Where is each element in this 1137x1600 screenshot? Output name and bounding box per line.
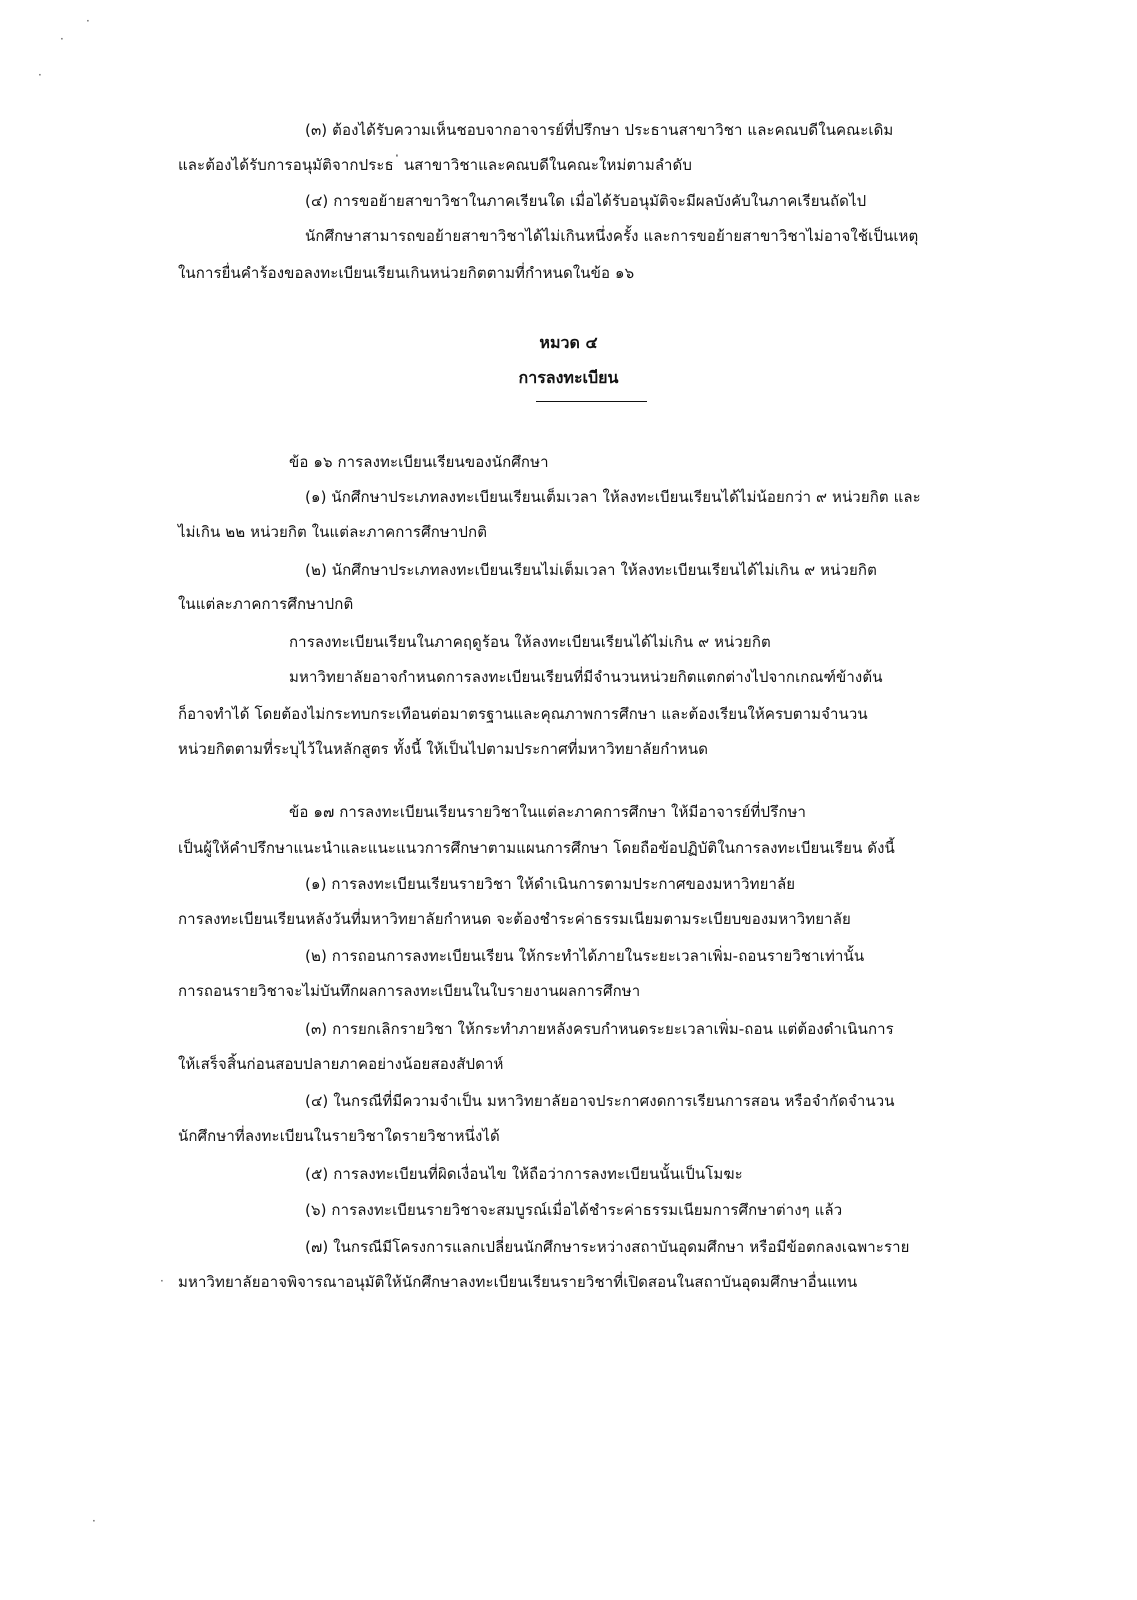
chapter-title: การลงทะเบียน bbox=[518, 368, 619, 387]
paragraph-line: (๓) ต้องได้รับความเห็นชอบจากอาจารย์ที่ปรึกษา ประธานสาขาวิชา และคณบดีในคณะเดิม bbox=[305, 121, 894, 139]
paragraph-line: (๒) การถอนการลงทะเบียนเรียน ให้กระทำได้ภายในระยะเวลาเพิ่ม-ถอนรายวิชาเท่านั้น bbox=[305, 947, 865, 965]
scan-speck: · bbox=[92, 1514, 96, 1528]
paragraph-line: ให้เสร็จสิ้นก่อนสอบปลายภาคอย่างน้อยสองสัปดาห์ bbox=[178, 1055, 504, 1073]
article-16-heading: ข้อ ๑๖ การลงทะเบียนเรียนของนักศึกษา bbox=[289, 453, 549, 471]
paragraph-line: (๒) นักศึกษาประเภทลงทะเบียนเรียนไม่เต็มเวลา ให้ลงทะเบียนเรียนได้ไม่เกิน ๙ หน่วยกิต bbox=[305, 561, 877, 579]
paragraph-line: การถอนรายวิชาจะไม่บันทึกผลการลงทะเบียนในใบรายงานผลการศึกษา bbox=[178, 982, 641, 1000]
paragraph-line: (๕) การลงทะเบียนที่ผิดเงื่อนไข ให้ถือว่าการลงทะเบียนนั้นเป็นโมฆะ bbox=[305, 1165, 743, 1183]
scan-speck: · bbox=[38, 68, 42, 82]
paragraph-line: ไม่เกิน ๒๒ หน่วยกิต ในแต่ละภาคการศึกษาปกติ bbox=[178, 523, 488, 541]
scan-speck: · bbox=[160, 1274, 164, 1288]
paragraph-line: (๗) ในกรณีมีโครงการแลกเปลี่ยนนักศึกษาระหว่างสถาบันอุดมศึกษา หรือมีข้อตกลงเฉพาะราย bbox=[305, 1238, 910, 1256]
paragraph-line: ในการยื่นคำร้องขอลงทะเบียนเรียนเกินหน่วยกิตตามที่กำหนดในข้อ ๑๖ bbox=[178, 264, 635, 282]
paragraph-line: การลงทะเบียนเรียนหลังวันที่มหาวิทยาลัยกำหนด จะต้องชำระค่าธรรมเนียมตามระเบียบของมหาวิทยาลัย bbox=[178, 910, 851, 928]
paragraph-line: (๓) การยกเลิกรายวิชา ให้กระทำภายหลังครบกำหนดระยะเวลาเพิ่ม-ถอน แต่ต้องดำเนินการ bbox=[305, 1020, 894, 1038]
scan-speck: · bbox=[86, 14, 90, 28]
paragraph-line: ก็อาจทำได้ โดยต้องไม่กระทบกระเทือนต่อมาตรฐานและคุณภาพการศึกษา และต้องเรียนให้ครบตามจำนวน bbox=[178, 705, 868, 723]
scan-speck: · bbox=[60, 32, 64, 46]
paragraph-line: เป็นผู้ให้คำปรึกษาแนะนำและแนะแนวการศึกษาตามแผนการศึกษา โดยถือข้อปฏิบัติในการลงทะเบียนเรียน ดังนี้ bbox=[178, 839, 895, 857]
heading-underline bbox=[536, 401, 647, 402]
paragraph-line: (๖) การลงทะเบียนรายวิชาจะสมบูรณ์เมื่อได้ชำระค่าธรรมเนียมการศึกษาต่างๆ แล้ว bbox=[305, 1201, 843, 1219]
paragraph-line: การลงทะเบียนเรียนในภาคฤดูร้อน ให้ลงทะเบียนเรียนได้ไม่เกิน ๙ หน่วยกิต bbox=[289, 633, 771, 651]
article-17-heading: ข้อ ๑๗ การลงทะเบียนเรียนรายวิชาในแต่ละภาคการศึกษา ให้มีอาจารย์ที่ปรึกษา bbox=[289, 803, 807, 821]
paragraph-line: มหาวิทยาลัยอาจพิจารณาอนุมัติให้นักศึกษาลงทะเบียนเรียนรายวิชาที่เปิดสอนในสถาบันอุดมศึกษาอื่นแทน bbox=[178, 1273, 858, 1291]
paragraph-line: (๔) การขอย้ายสาขาวิชาในภาคเรียนใด เมื่อได้รับอนุมัติจะมีผลบังคับในภาคเรียนถัดไป bbox=[305, 192, 867, 210]
paragraph-line: หน่วยกิตตามที่ระบุไว้ในหลักสูตร ทั้งนี้ ให้เป็นไปตามประกาศที่มหาวิทยาลัยกำหนด bbox=[178, 740, 709, 758]
paragraph-line: ในแต่ละภาคการศึกษาปกติ bbox=[178, 595, 354, 613]
paragraph-line: นักศึกษาสามารถขอย้ายสาขาวิชาได้ไม่เกินหนึ่งครั้ง และการขอย้ายสาขาวิชาไม่อาจใช้เป็นเหตุ bbox=[305, 227, 919, 245]
paragraph-line: มหาวิทยาลัยอาจกำหนดการลงทะเบียนเรียนที่มีจำนวนหน่วยกิตแตกต่างไปจากเกณฑ์ข้างต้น bbox=[289, 668, 883, 686]
paragraph-line: (๑) นักศึกษาประเภทลงทะเบียนเรียนเต็มเวลา ให้ลงทะเบียนเรียนได้ไม่น้อยกว่า ๙ หน่วยกิต และ bbox=[305, 488, 921, 506]
paragraph-line: (๑) การลงทะเบียนเรียนรายวิชา ให้ดำเนินการตามประกาศของมหาวิทยาลัย bbox=[305, 875, 796, 893]
paragraph-line: และต้องได้รับการอนุมัติจากประธ ่ นสาขาวิชาและคณบดีในคณะใหม่ตามลำดับ bbox=[178, 156, 692, 174]
chapter-number: หมวด ๔ bbox=[539, 333, 598, 352]
paragraph-line: นักศึกษาที่ลงทะเบียนในรายวิชาใดรายวิชาหนึ่งได้ bbox=[178, 1127, 500, 1145]
paragraph-line: (๔) ในกรณีที่มีความจำเป็น มหาวิทยาลัยอาจประกาศงดการเรียนการสอน หรือจำกัดจำนวน bbox=[305, 1092, 895, 1110]
